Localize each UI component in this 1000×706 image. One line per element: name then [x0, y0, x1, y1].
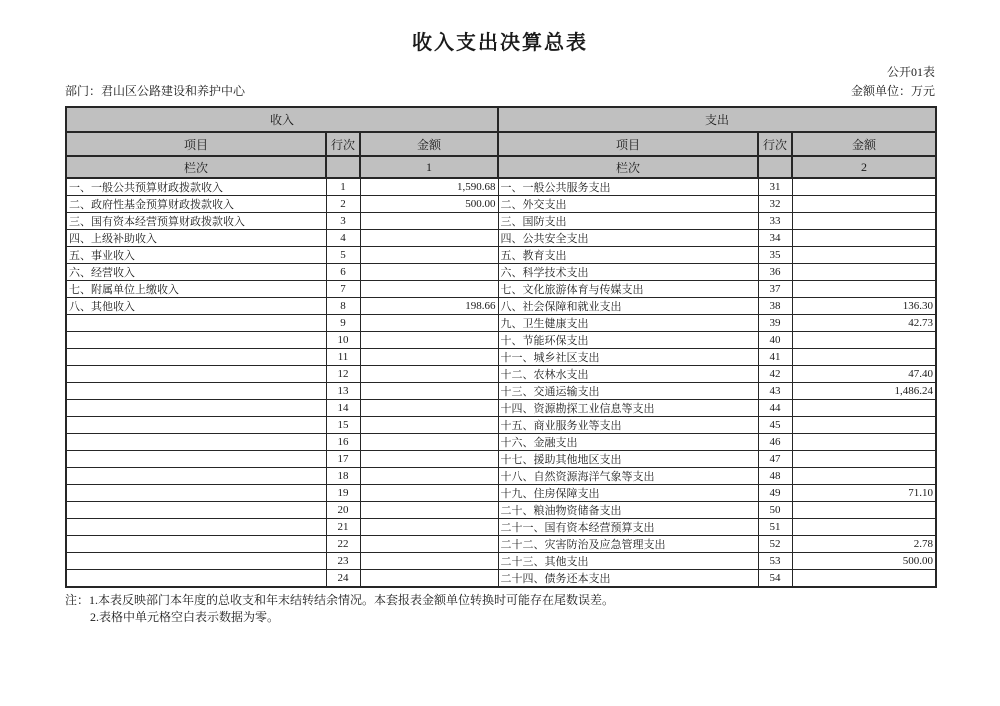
expense-item-cell: 十二、农林水支出 [498, 366, 758, 383]
expense-item-cell: 八、社会保障和就业支出 [498, 298, 758, 315]
meta-row [65, 84, 935, 98]
income-rowno-cell: 10 [326, 332, 360, 349]
income-rowno-cell: 6 [326, 264, 360, 281]
income-amount-cell [360, 536, 498, 553]
income-index-label: 栏次 [66, 156, 326, 178]
expense-item-cell: 六、科学技术支出 [498, 264, 758, 281]
income-amount-header: 金额 [360, 132, 498, 156]
expense-amount-cell [792, 349, 936, 366]
income-rowno-cell: 21 [326, 519, 360, 536]
expense-rowno-cell: 52 [758, 536, 792, 553]
department-label: 部门：君山区公路建设和养护中心 [65, 84, 246, 98]
income-item-cell [66, 383, 326, 400]
table-row [66, 434, 936, 451]
expense-amount-cell: 42.73 [792, 315, 936, 332]
income-rowno-cell: 20 [326, 502, 360, 519]
income-rowno-cell: 23 [326, 553, 360, 570]
table-row [66, 553, 936, 570]
table-row [66, 536, 936, 553]
income-item-cell [66, 332, 326, 349]
income-item-cell [66, 570, 326, 588]
page-title: 收入支出决算总表 [412, 32, 588, 54]
expense-amount-cell: 1,486.24 [792, 383, 936, 400]
income-amount-cell [360, 451, 498, 468]
final-accounts-table [65, 106, 937, 588]
expense-amount-cell [792, 417, 936, 434]
expense-item-header: 项目 [498, 132, 758, 156]
expense-item-cell: 九、卫生健康支出 [498, 315, 758, 332]
table-row [66, 178, 936, 196]
income-item-cell: 三、国有资本经营预算财政拨款收入 [66, 213, 326, 230]
income-rowno-cell: 4 [326, 230, 360, 247]
income-rowno-cell: 2 [326, 196, 360, 213]
income-item-cell [66, 366, 326, 383]
income-amount-cell [360, 230, 498, 247]
income-amount-cell [360, 264, 498, 281]
expense-section-header: 支出 [498, 107, 936, 132]
expense-rowno-cell: 46 [758, 434, 792, 451]
income-item-cell: 八、其他收入 [66, 298, 326, 315]
income-rowno-cell: 22 [326, 536, 360, 553]
expense-rowno-cell: 50 [758, 502, 792, 519]
expense-index-rowno-blank [758, 156, 792, 178]
income-item-cell: 四、上级补助收入 [66, 230, 326, 247]
expense-amount-header: 金额 [792, 132, 936, 156]
income-column-index: 1 [360, 156, 498, 178]
expense-amount-cell [792, 400, 936, 417]
expense-amount-cell: 500.00 [792, 553, 936, 570]
income-rowno-cell: 18 [326, 468, 360, 485]
income-amount-cell [360, 281, 498, 298]
table-row [66, 230, 936, 247]
income-index-rowno-blank [326, 156, 360, 178]
table-row [66, 213, 936, 230]
income-amount-cell [360, 332, 498, 349]
income-item-cell [66, 417, 326, 434]
income-rowno-cell: 5 [326, 247, 360, 264]
income-item-cell [66, 553, 326, 570]
income-rowno-cell: 17 [326, 451, 360, 468]
expense-rowno-cell: 51 [758, 519, 792, 536]
income-item-cell [66, 485, 326, 502]
expense-rowno-cell: 38 [758, 298, 792, 315]
income-rowno-cell: 14 [326, 400, 360, 417]
table-row [66, 468, 936, 485]
income-amount-cell [360, 366, 498, 383]
expense-column-index: 2 [792, 156, 936, 178]
expense-rowno-cell: 49 [758, 485, 792, 502]
income-amount-cell [360, 349, 498, 366]
expense-amount-cell [792, 230, 936, 247]
expense-amount-cell: 2.78 [792, 536, 936, 553]
income-amount-cell [360, 315, 498, 332]
income-item-cell [66, 451, 326, 468]
income-rowno-header: 行次 [326, 132, 360, 156]
expense-amount-cell: 47.40 [792, 366, 936, 383]
expense-amount-cell [792, 213, 936, 230]
table-row [66, 332, 936, 349]
income-rowno-cell: 9 [326, 315, 360, 332]
income-section-header: 收入 [66, 107, 498, 132]
table-row [66, 298, 936, 315]
expense-amount-cell [792, 502, 936, 519]
income-item-cell: 五、事业收入 [66, 247, 326, 264]
income-rowno-cell: 24 [326, 570, 360, 588]
unit-label: 金额单位：万元 [850, 84, 935, 98]
expense-rowno-cell: 43 [758, 383, 792, 400]
income-amount-cell: 500.00 [360, 196, 498, 213]
expense-item-cell: 十三、交通运输支出 [498, 383, 758, 400]
expense-rowno-cell: 45 [758, 417, 792, 434]
expense-rowno-cell: 36 [758, 264, 792, 281]
expense-rowno-cell: 39 [758, 315, 792, 332]
expense-item-cell: 二、外交支出 [498, 196, 758, 213]
income-item-header: 项目 [66, 132, 326, 156]
expense-rowno-cell: 33 [758, 213, 792, 230]
income-amount-cell [360, 553, 498, 570]
income-item-cell: 七、附属单位上缴收入 [66, 281, 326, 298]
expense-item-cell: 一、一般公共服务支出 [498, 178, 758, 196]
column-index-row [66, 156, 936, 178]
expense-item-cell: 十四、资源勘探工业信息等支出 [498, 400, 758, 417]
income-item-cell [66, 434, 326, 451]
expense-amount-cell [792, 570, 936, 588]
note-line-1: 注：1.本表反映部门本年度的总收支和年末结转结余情况。本套报表金额单位转换时可能存在尾数误差。 [65, 593, 615, 607]
table-row [66, 349, 936, 366]
income-amount-cell [360, 519, 498, 536]
table-row [66, 485, 936, 502]
expense-item-cell: 十一、城乡社区支出 [498, 349, 758, 366]
income-item-cell [66, 315, 326, 332]
income-item-cell [66, 502, 326, 519]
income-amount-cell [360, 434, 498, 451]
table-row [66, 196, 936, 213]
income-rowno-cell: 7 [326, 281, 360, 298]
expense-item-cell: 十八、自然资源海洋气象等支出 [498, 468, 758, 485]
income-amount-cell [360, 502, 498, 519]
income-rowno-cell: 11 [326, 349, 360, 366]
table-row [66, 366, 936, 383]
income-item-cell [66, 468, 326, 485]
table-code-label: 公开01表 [886, 65, 935, 79]
income-item-cell [66, 349, 326, 366]
income-rowno-cell: 3 [326, 213, 360, 230]
expense-amount-cell [792, 434, 936, 451]
table-row [66, 247, 936, 264]
expense-item-cell: 五、教育支出 [498, 247, 758, 264]
expense-rowno-cell: 31 [758, 178, 792, 196]
expense-rowno-cell: 48 [758, 468, 792, 485]
expense-rowno-cell: 54 [758, 570, 792, 588]
expense-rowno-cell: 37 [758, 281, 792, 298]
expense-rowno-cell: 53 [758, 553, 792, 570]
expense-amount-cell [792, 332, 936, 349]
expense-rowno-cell: 47 [758, 451, 792, 468]
income-item-cell [66, 519, 326, 536]
table-row [66, 400, 936, 417]
table-row [66, 281, 936, 298]
expense-item-cell: 十七、援助其他地区支出 [498, 451, 758, 468]
expense-item-cell: 十六、金融支出 [498, 434, 758, 451]
income-rowno-cell: 12 [326, 366, 360, 383]
expense-rowno-cell: 32 [758, 196, 792, 213]
expense-item-cell: 十、节能环保支出 [498, 332, 758, 349]
table-row [66, 417, 936, 434]
expense-item-cell: 二十、粮油物资储备支出 [498, 502, 758, 519]
expense-rowno-header: 行次 [758, 132, 792, 156]
income-item-cell [66, 536, 326, 553]
expense-item-cell: 十九、住房保障支出 [498, 485, 758, 502]
expense-amount-cell [792, 281, 936, 298]
expense-item-cell: 二十三、其他支出 [498, 553, 758, 570]
table-row [66, 315, 936, 332]
note-line-2: 2.表格中单元格空白表示数据为零。 [90, 610, 280, 624]
expense-rowno-cell: 34 [758, 230, 792, 247]
expense-item-cell: 二十二、灾害防治及应急管理支出 [498, 536, 758, 553]
column-header-row [66, 132, 936, 156]
table-row [66, 264, 936, 281]
expense-rowno-cell: 40 [758, 332, 792, 349]
expense-item-cell: 七、文化旅游体育与传媒支出 [498, 281, 758, 298]
income-item-cell: 一、一般公共预算财政拨款收入 [66, 178, 326, 196]
income-amount-cell [360, 417, 498, 434]
expense-item-cell: 十五、商业服务业等支出 [498, 417, 758, 434]
income-rowno-cell: 15 [326, 417, 360, 434]
income-amount-cell [360, 213, 498, 230]
expense-rowno-cell: 42 [758, 366, 792, 383]
income-amount-cell: 198.66 [360, 298, 498, 315]
expense-amount-cell [792, 196, 936, 213]
income-rowno-cell: 16 [326, 434, 360, 451]
income-item-cell: 二、政府性基金预算财政拨款收入 [66, 196, 326, 213]
table-row [66, 383, 936, 400]
income-amount-cell [360, 485, 498, 502]
income-amount-cell [360, 247, 498, 264]
income-amount-cell: 1,590.68 [360, 178, 498, 196]
expense-item-cell: 二十四、债务还本支出 [498, 570, 758, 588]
expense-item-cell: 二十一、国有资本经营预算支出 [498, 519, 758, 536]
income-rowno-cell: 19 [326, 485, 360, 502]
income-amount-cell [360, 400, 498, 417]
expense-amount-cell: 71.10 [792, 485, 936, 502]
income-amount-cell [360, 383, 498, 400]
table-row [66, 451, 936, 468]
income-amount-cell [360, 570, 498, 588]
expense-amount-cell: 136.30 [792, 298, 936, 315]
income-rowno-cell: 8 [326, 298, 360, 315]
expense-index-label: 栏次 [498, 156, 758, 178]
table-row [66, 502, 936, 519]
income-item-cell: 六、经营收入 [66, 264, 326, 281]
section-header-row [66, 107, 936, 132]
expense-rowno-cell: 35 [758, 247, 792, 264]
expense-rowno-cell: 41 [758, 349, 792, 366]
expense-amount-cell [792, 264, 936, 281]
expense-amount-cell [792, 451, 936, 468]
income-rowno-cell: 1 [326, 178, 360, 196]
footnotes [65, 592, 935, 626]
expense-amount-cell [792, 178, 936, 196]
expense-amount-cell [792, 247, 936, 264]
income-rowno-cell: 13 [326, 383, 360, 400]
expense-amount-cell [792, 519, 936, 536]
income-amount-cell [360, 468, 498, 485]
expense-item-cell: 四、公共安全支出 [498, 230, 758, 247]
income-item-cell [66, 400, 326, 417]
expense-amount-cell [792, 468, 936, 485]
expense-item-cell: 三、国防支出 [498, 213, 758, 230]
expense-rowno-cell: 44 [758, 400, 792, 417]
table-row [66, 570, 936, 588]
table-row [66, 519, 936, 536]
